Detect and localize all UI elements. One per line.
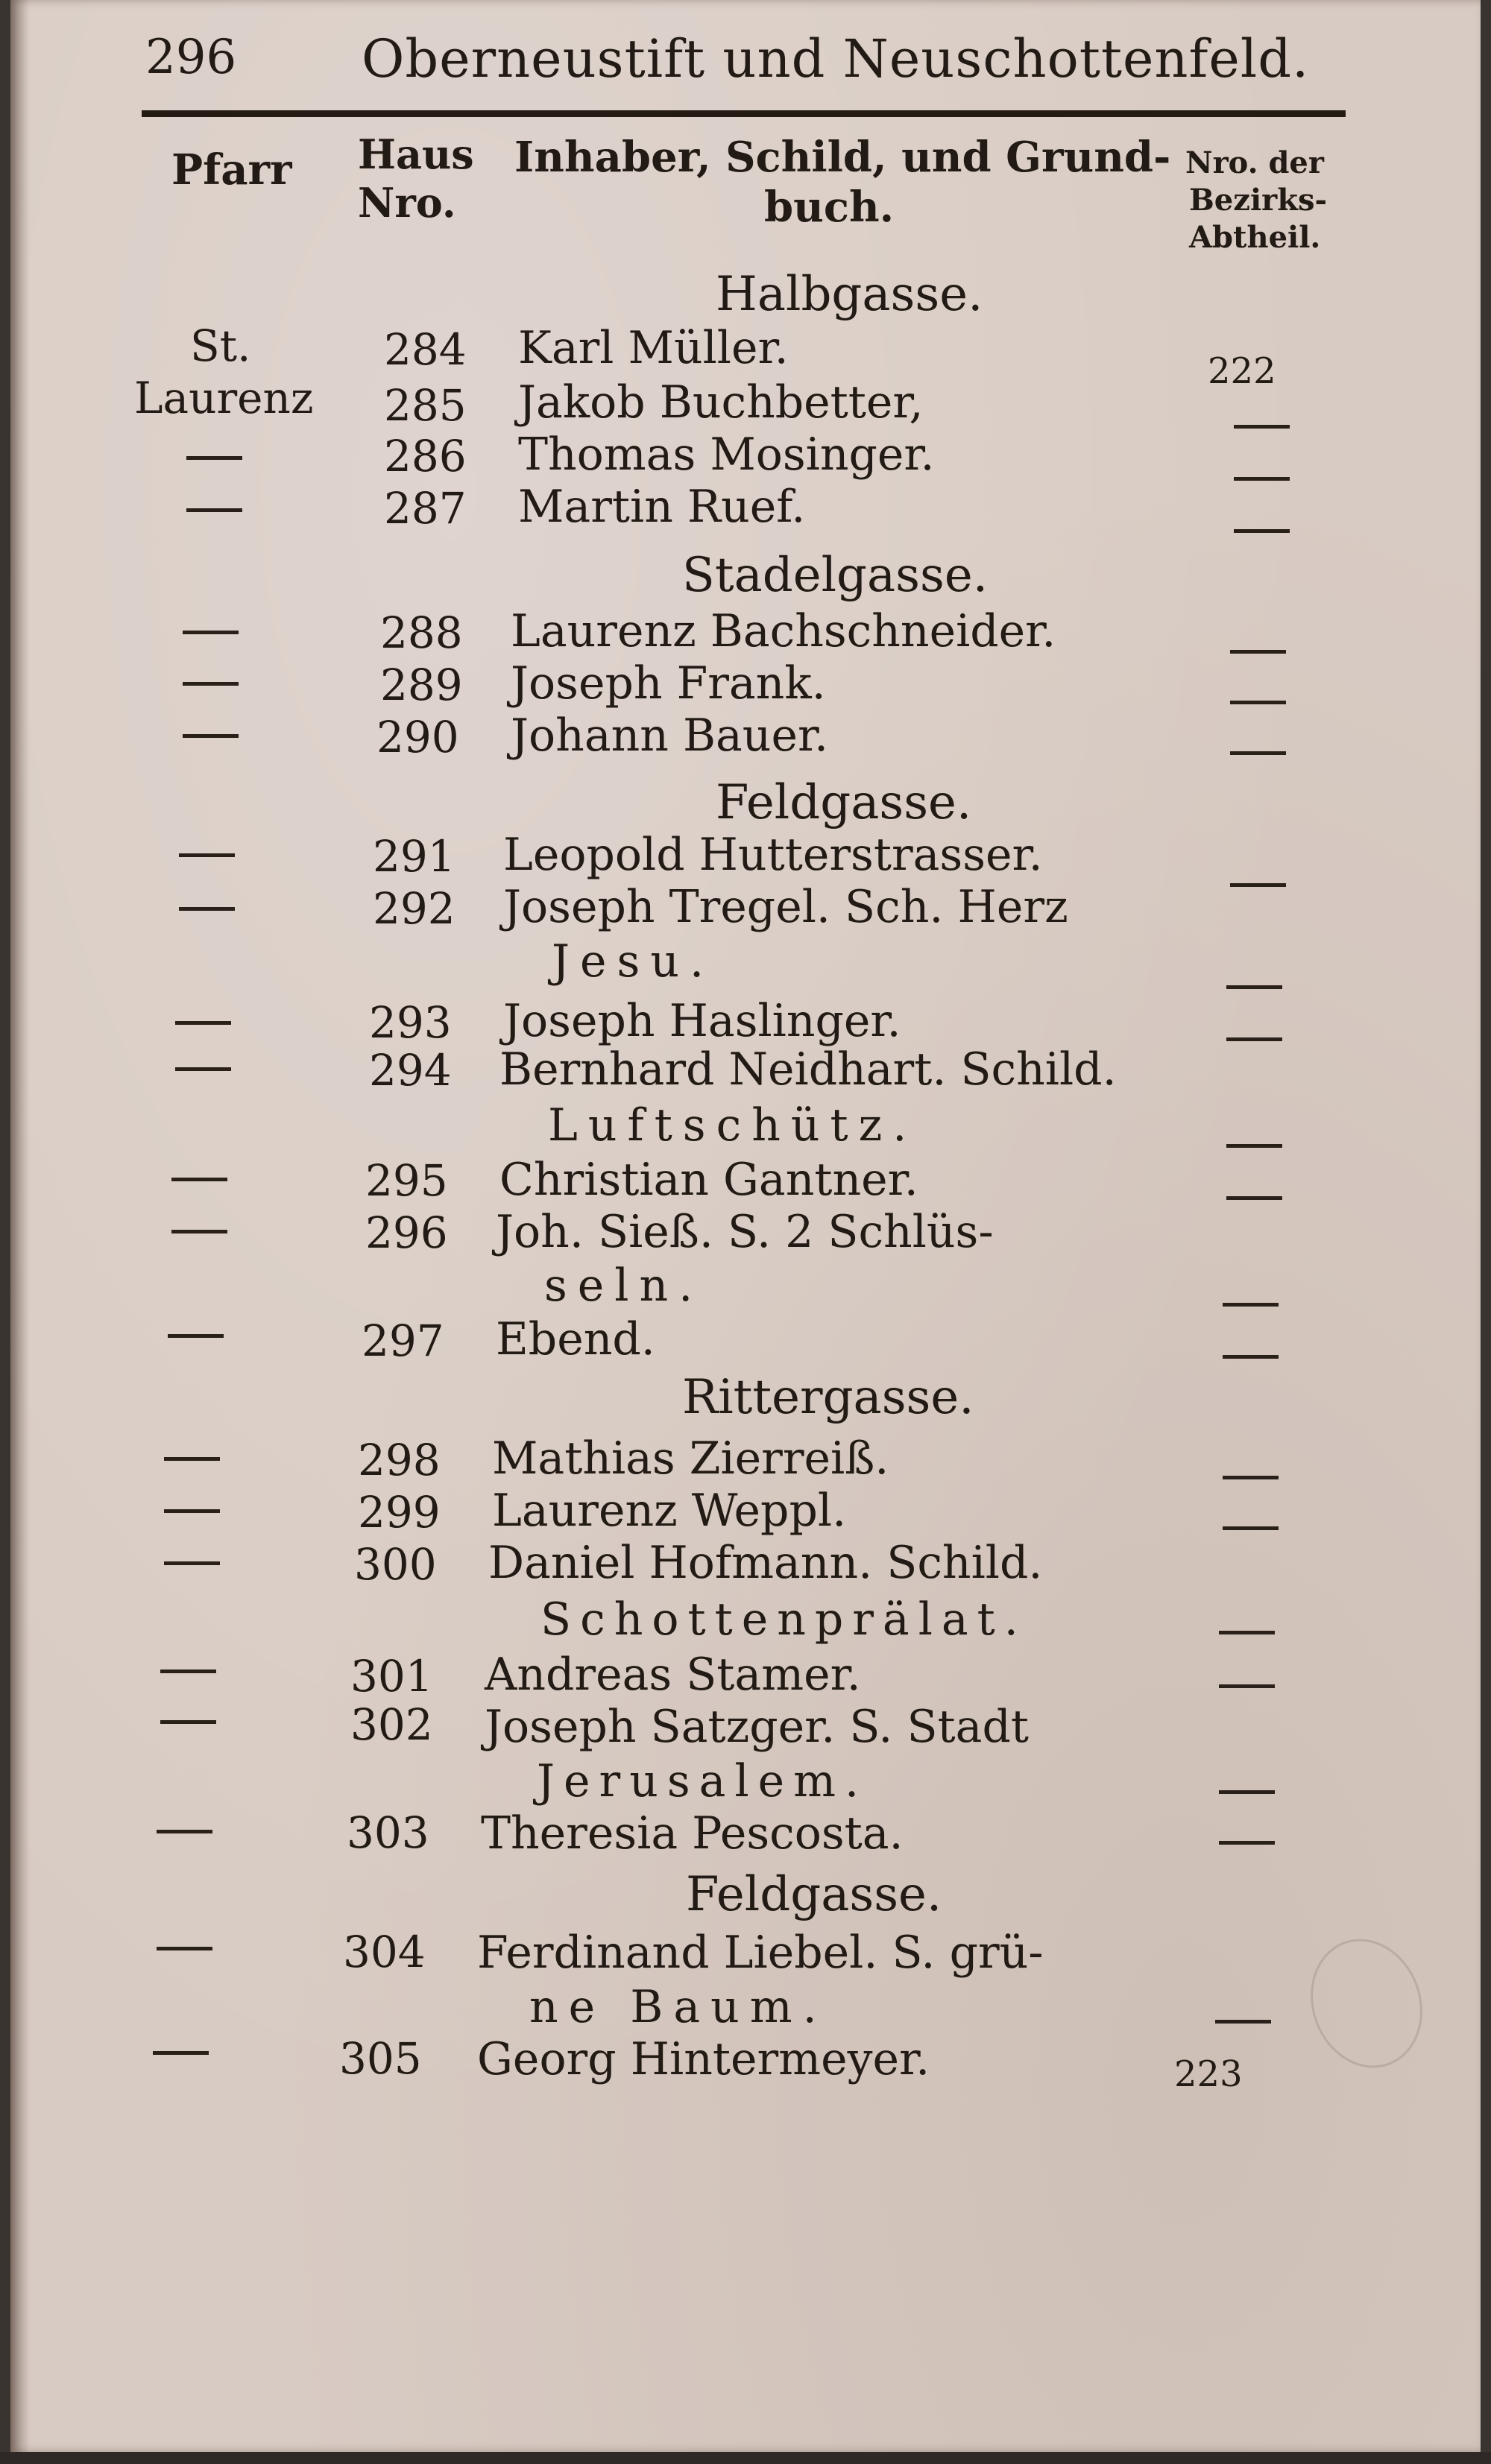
column-header-bezirk: Nro. der <box>1185 145 1324 180</box>
house-number: 289 <box>380 660 463 710</box>
pfarr-label: Laurenz <box>134 373 314 423</box>
pfarr-ditto-mark <box>183 631 239 634</box>
owner-name-continuation: seln. <box>544 1260 704 1312</box>
header-rule <box>142 110 1346 117</box>
bezirk-ditto-mark <box>1226 985 1282 989</box>
house-number: 295 <box>365 1155 448 1206</box>
bezirk-ditto-mark <box>1226 1196 1282 1200</box>
bezirk-ditto-mark <box>1219 1790 1275 1794</box>
owner-name: Ebend. <box>496 1313 655 1365</box>
pfarr-ditto-mark <box>164 1509 220 1513</box>
house-number: 301 <box>350 1651 433 1702</box>
owner-name-continuation: Schottenprälat. <box>540 1593 1027 1646</box>
bezirk-ditto-mark <box>1223 1303 1279 1307</box>
owner-name: Bernhard Neidhart. Schild. <box>499 1043 1117 1096</box>
owner-name: Joh. Sieß. S. 2 Schlüs- <box>496 1206 994 1258</box>
owner-name: Joseph Satzger. S. Stadt <box>485 1701 1029 1753</box>
pfarr-ditto-mark <box>179 853 235 857</box>
pfarr-ditto-mark <box>171 1178 227 1181</box>
pfarr-label: St. <box>190 320 251 371</box>
house-number: 284 <box>384 324 467 375</box>
house-number: 285 <box>384 380 467 431</box>
house-number: 286 <box>384 431 467 481</box>
pfarr-ditto-mark <box>186 456 242 460</box>
pfarr-ditto-mark <box>186 508 242 512</box>
house-number: 300 <box>354 1539 437 1590</box>
bezirk-ditto-mark <box>1219 1684 1275 1688</box>
column-header-bezirk-line3: Abtheil. <box>1189 220 1321 255</box>
bezirk-number: 222 <box>1208 350 1276 392</box>
pfarr-ditto-mark <box>164 1561 220 1565</box>
pfarr-ditto-mark <box>183 734 239 738</box>
house-number: 298 <box>358 1435 441 1485</box>
pfarr-ditto-mark <box>164 1457 220 1461</box>
owner-name: Leopold Hutterstrasser. <box>503 829 1043 881</box>
owner-name: Jakob Buchbetter, <box>518 376 924 429</box>
bezirk-ditto-mark <box>1230 751 1286 755</box>
pfarr-ditto-mark <box>157 1947 212 1950</box>
street-heading: Halbgasse. <box>716 267 983 322</box>
pfarr-ditto-mark <box>160 1669 216 1673</box>
house-number: 292 <box>373 883 456 934</box>
bezirk-ditto-mark <box>1223 1355 1279 1359</box>
owner-name: Laurenz Weppl. <box>492 1485 847 1537</box>
owner-name: Theresia Pescosta. <box>481 1807 904 1860</box>
bezirk-ditto-mark <box>1234 477 1290 481</box>
pfarr-ditto-mark <box>175 1067 231 1071</box>
column-header-pfarr: Pfarr <box>171 145 292 195</box>
owner-name: Laurenz Bachschneider. <box>511 605 1056 657</box>
owner-name-continuation: ne Baum. <box>529 1981 828 2033</box>
column-header-haus: Haus <box>358 130 474 178</box>
pfarr-ditto-mark <box>175 1021 231 1025</box>
street-heading: Feldgasse. <box>716 775 972 830</box>
owner-name: Karl Müller. <box>518 322 789 374</box>
pfarr-ditto-mark <box>160 1720 216 1724</box>
bezirk-ditto-mark <box>1226 1037 1282 1041</box>
column-header-inhaber: Inhaber, Schild, und Grund- <box>514 133 1171 182</box>
house-number: 304 <box>343 1927 426 1977</box>
owner-name: Ferdinand Liebel. S. grü- <box>477 1927 1044 1979</box>
owner-name: Martin Ruef. <box>518 481 806 533</box>
bezirk-ditto-mark <box>1230 650 1286 654</box>
house-number: 297 <box>362 1315 444 1366</box>
owner-name: Johann Bauer. <box>511 710 829 762</box>
owner-name: Joseph Haslinger. <box>503 995 901 1047</box>
house-number: 299 <box>358 1487 441 1538</box>
owner-name: Andreas Stamer. <box>485 1649 861 1701</box>
pfarr-ditto-mark <box>183 682 239 686</box>
pfarr-ditto-mark <box>153 2051 209 2055</box>
owner-name: Thomas Mosinger. <box>518 429 935 481</box>
owner-name: Christian Gantner. <box>499 1154 918 1206</box>
pfarr-ditto-mark <box>157 1830 212 1833</box>
house-number: 296 <box>365 1207 448 1258</box>
owner-name: Joseph Tregel. Sch. Herz <box>503 881 1068 933</box>
house-number: 291 <box>373 831 456 882</box>
owner-name-continuation: Jesu. <box>552 935 715 988</box>
gutter-shadow <box>10 0 30 2452</box>
pfarr-ditto-mark <box>179 907 235 911</box>
column-header-bezirk-line2: Bezirks- <box>1189 183 1328 218</box>
owner-name-continuation: Jerusalem. <box>537 1755 869 1807</box>
bezirk-ditto-mark <box>1230 701 1286 704</box>
bezirk-ditto-mark <box>1234 529 1290 533</box>
bezirk-ditto-mark <box>1223 1526 1279 1530</box>
bezirk-ditto-mark <box>1226 1144 1282 1148</box>
running-title: Oberneustift und Neuschottenfeld. <box>362 28 1310 89</box>
house-number: 303 <box>347 1807 429 1858</box>
house-number: 290 <box>376 712 459 762</box>
pfarr-ditto-mark <box>171 1230 227 1233</box>
street-heading: Rittergasse. <box>682 1370 974 1425</box>
owner-name: Daniel Hofmann. Schild. <box>488 1537 1043 1589</box>
street-heading: Stadelgasse. <box>682 548 989 603</box>
house-number: 294 <box>369 1045 452 1096</box>
house-number: 305 <box>339 2033 422 2084</box>
pfarr-ditto-mark <box>168 1334 224 1338</box>
column-header-nro: Nro. <box>358 179 456 227</box>
bezirk-ditto-mark <box>1223 1476 1279 1479</box>
bezirk-ditto-mark <box>1234 425 1290 429</box>
street-heading: Feldgasse. <box>686 1867 942 1922</box>
bezirk-number: 223 <box>1174 2053 1243 2095</box>
bezirk-ditto-mark <box>1219 1841 1275 1845</box>
bezirk-ditto-mark <box>1215 2020 1271 2024</box>
column-header-inhaber-cont: buch. <box>764 183 895 232</box>
page-bottom-edge <box>0 2452 1491 2464</box>
owner-name: Georg Hintermeyer. <box>477 2033 930 2085</box>
owner-name: Joseph Frank. <box>511 657 826 710</box>
page-number: 296 <box>145 30 237 85</box>
house-number: 302 <box>350 1699 433 1750</box>
house-number: 287 <box>384 483 467 534</box>
owner-name-continuation: Luftschütz. <box>548 1099 918 1152</box>
house-number: 288 <box>380 607 463 658</box>
house-number: 293 <box>369 997 452 1048</box>
bezirk-ditto-mark <box>1230 883 1286 887</box>
owner-name: Mathias Zierreiß. <box>492 1432 889 1485</box>
bezirk-ditto-mark <box>1219 1631 1275 1634</box>
